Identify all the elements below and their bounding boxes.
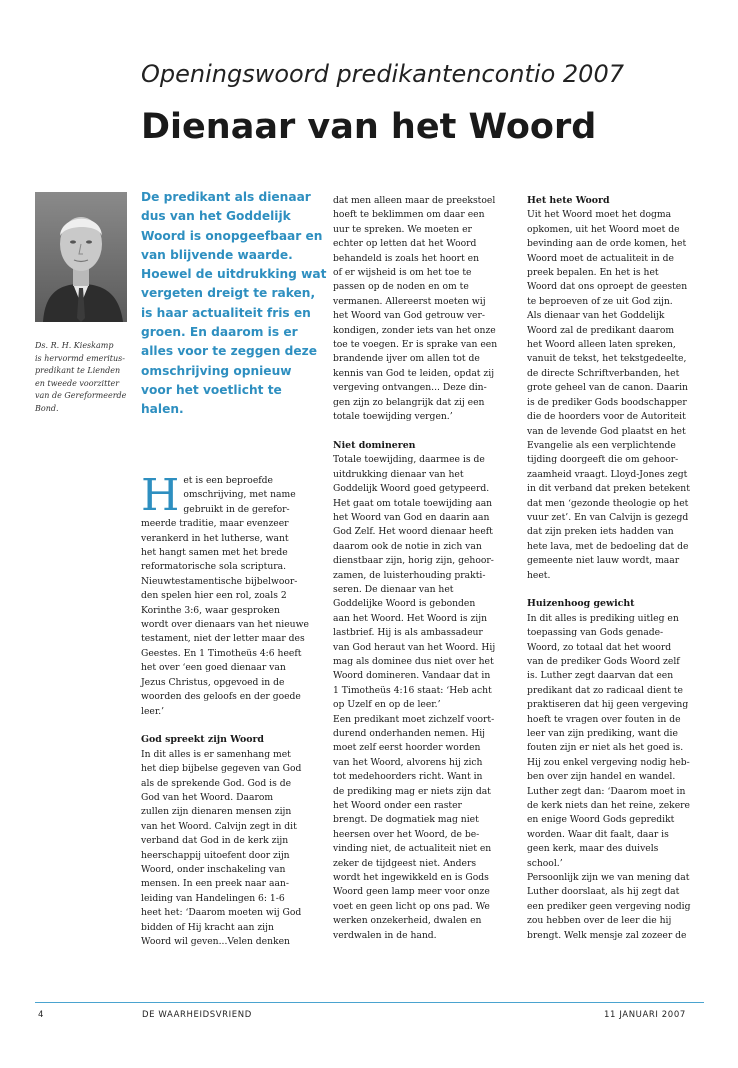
text-line: daarom ook de notie in zich van xyxy=(333,540,482,552)
text-line: Woord moet de actualiteit in de xyxy=(527,252,674,264)
text-line: omschrijving, met name xyxy=(183,489,296,501)
text-line: Goddelijke Woord is gebonden xyxy=(333,598,476,610)
footer-rule xyxy=(35,1002,704,1003)
text-line: is. Luther zegt daarvan dat een xyxy=(527,670,674,682)
text-line: Woord dat ons oproept de geesten xyxy=(527,281,688,293)
text-line: wordt het ingewikkeld en is Gods xyxy=(333,872,489,884)
text-line: hete lava, met de bedoeling dat de xyxy=(527,540,689,552)
text-line: Woord geen lamp meer voor onze xyxy=(333,886,490,898)
text-line: brandende ijver om allen tot de xyxy=(333,353,480,365)
text-line: zamen, de luisterhouding prakti- xyxy=(333,569,486,581)
text-line: predikant dat zo radicaal dient te xyxy=(527,684,683,696)
col2-body2 xyxy=(333,453,511,943)
text-line: brengt. Welk mensje zal zozeer de xyxy=(527,929,687,941)
text-line: mag als dominee dus niet over het xyxy=(333,655,494,667)
text-line: Een predikant moet zichzelf voort- xyxy=(333,713,495,725)
text-line: Woord, onder inschakeling van xyxy=(141,863,286,875)
text-line: woorden des geloofs en der goede xyxy=(141,691,301,703)
text-line: verankerd in het lutherse, want xyxy=(141,532,289,544)
text-line: wordt over dienaars van het nieuwe xyxy=(141,619,309,631)
text-line: passen op de noden en om te xyxy=(333,281,469,293)
text-line: Persoonlijk zijn we van mening dat xyxy=(527,872,690,884)
text-line: van de prediker Gods Woord zelf xyxy=(527,655,680,667)
text-line: gen zijn zo belangrijk dat zij een xyxy=(333,396,485,408)
text-line: leer van zijn prediking, want die xyxy=(527,728,678,740)
col1-body1 xyxy=(141,517,319,719)
page-number: 4 xyxy=(38,1010,45,1020)
text-line: van de levende God plaatst en het xyxy=(527,425,686,437)
text-line: tot medehoorders richt. Want in xyxy=(333,771,483,783)
caption-line: predikant te Lienden xyxy=(35,366,121,376)
text-line: uur te spreken. We moeten er xyxy=(333,223,472,235)
text-line: In dit alles is er samenhang met xyxy=(141,748,291,760)
text-line: gebruikt in de gerefor- xyxy=(183,503,290,515)
text-line: 1 Timotheüs 4:16 staat: ‘Heb acht xyxy=(333,684,492,696)
publication-name: DE WAARHEIDSVRIEND xyxy=(142,1010,252,1020)
intro-line: alles voor te zeggen deze xyxy=(141,344,317,359)
text-line: op Uzelf en op de leer.’ xyxy=(333,699,441,711)
text-line: fouten zijn er niet als het goed is. xyxy=(527,742,684,754)
text-line: grote geheel van de canon. Daarin xyxy=(527,382,688,394)
text-line: het diep bijbelse gegeven van God xyxy=(141,763,302,775)
text-line: toepassing van Gods genade- xyxy=(527,627,664,639)
drop-cap: H xyxy=(141,470,180,521)
portrait-image xyxy=(35,192,127,322)
caption-line: en tweede voorzitter xyxy=(35,378,120,388)
text-line: dienstbaar zijn, horig zijn, gehoor- xyxy=(333,555,494,567)
author-photo xyxy=(35,192,127,322)
text-line: totale toewijding vergen.’ xyxy=(333,411,453,423)
text-line: heersen over het Woord, de be- xyxy=(333,828,480,840)
col2-body1 xyxy=(333,194,511,425)
text-line: Geestes. En 1 Timotheüs 4:6 heeft xyxy=(141,647,302,659)
text-line: bidden of Hij kracht aan zijn xyxy=(141,921,274,933)
text-line: uitdrukking dienaar van het xyxy=(333,468,464,480)
text-line: God Zelf. Het woord dienaar heeft xyxy=(333,526,493,538)
text-line: de kerk niets dan het reine, zekere xyxy=(527,800,690,812)
text-line: behandeld is zoals het hoort en xyxy=(333,252,479,264)
col1-heading-god-spreekt: God spreekt zijn Woord xyxy=(141,734,264,746)
text-line: hoeft te beklimmen om daar een xyxy=(333,209,485,221)
intro-line: is haar actualiteit fris en xyxy=(141,305,311,320)
column-2 xyxy=(333,194,511,943)
text-line: moet zelf eerst hoorder worden xyxy=(333,742,481,754)
intro-line: Hoewel de uitdrukking wat xyxy=(141,267,327,282)
text-line: vanuit de tekst, het tekstgedeelte, xyxy=(527,353,687,365)
text-line: Evangelie als een verplichtende xyxy=(527,439,676,451)
text-line: et is een beproefde xyxy=(183,475,273,486)
intro-line: dus van het Goddelijk xyxy=(141,209,291,224)
text-line: echter op letten dat het Woord xyxy=(333,238,477,250)
text-line: lastbrief. Hij is als ambassadeur xyxy=(333,627,483,639)
text-line: reformatorische sola scriptura. xyxy=(141,561,287,573)
text-line: kondigen, zonder iets van het onze xyxy=(333,324,496,336)
col3-body1 xyxy=(527,208,705,583)
text-line: seren. De dienaar van het xyxy=(333,583,454,595)
text-line: Het gaat om totale toewijding aan xyxy=(333,497,493,509)
text-line: in dit verband dat preken betekent xyxy=(527,483,690,495)
text-line: Woord wil geven...Velen denken xyxy=(141,935,290,947)
text-line: tijding doorgeeft die om gehoor- xyxy=(527,454,679,466)
text-line: school.’ xyxy=(527,857,563,869)
text-line: In dit alles is prediking uitleg en xyxy=(527,612,679,624)
col3-heading-hete-woord: Het hete Woord xyxy=(527,195,610,206)
text-line: Als dienaar van het Goddelijk xyxy=(527,310,665,322)
caption-line: Ds. R. H. Kieskamp xyxy=(35,341,114,350)
text-line: vergeving ontvangen... Deze din- xyxy=(333,382,487,394)
photo-caption xyxy=(35,340,131,416)
text-line: Luther zegt dan: ‘Daarom moet in xyxy=(527,785,686,797)
text-line: heet. xyxy=(527,569,551,581)
kicker: Openingswoord predikantencontio 2007 xyxy=(141,60,624,88)
text-line: het Woord alleen laten spreken, xyxy=(527,339,676,351)
text-line: de directe Schriftverbanden, het xyxy=(527,367,680,379)
text-line: ben over zijn handel en wandel. xyxy=(527,771,676,783)
text-line: dat men alleen maar de preekstoel xyxy=(333,195,496,206)
text-line: leer.’ xyxy=(141,705,165,717)
intro-line: De predikant als dienaar xyxy=(141,190,311,204)
text-line: Nieuwtestamentische bijbelwoor- xyxy=(141,575,298,587)
text-line: opkomen, uit het Woord moet de xyxy=(527,223,680,235)
intro-line: omschrijving opnieuw xyxy=(141,363,292,378)
text-line: geen kerk, maar des duivels xyxy=(527,843,659,855)
intro-line: voor het voetlicht te xyxy=(141,382,282,397)
text-line: voet en geen licht op ons pad. We xyxy=(333,900,490,912)
intro-line: halen. xyxy=(141,402,184,417)
text-line: te beproeven of ze uit God zijn. xyxy=(527,295,673,307)
text-line: Hij zou enkel vergeving nodig heb- xyxy=(527,756,690,768)
article-title: Dienaar van het Woord xyxy=(141,107,597,147)
text-line: verband dat God in de kerk zijn xyxy=(141,835,289,847)
text-line: zeker de tijdgeest niet. Anders xyxy=(333,857,477,869)
text-line: heet het: ‘Daarom moeten wij God xyxy=(141,907,302,919)
intro-line: vergeten dreigt te raken, xyxy=(141,286,316,301)
text-line: Woord zal de predikant daarom xyxy=(527,324,675,336)
text-line: durend onderhanden nemen. Hij xyxy=(333,728,486,740)
text-line: heerschappij uitoefent door zijn xyxy=(141,849,290,861)
text-line: Woord domineren. Vandaar dat in xyxy=(333,670,491,682)
text-line: meerde traditie, maar evenzeer xyxy=(141,518,289,530)
text-line: het Woord van God getrouw ver- xyxy=(333,310,485,322)
text-line: werken onzekerheid, dwalen en xyxy=(333,915,482,927)
text-line: zou hebben over de leer die hij xyxy=(527,915,672,927)
text-line: dat zijn preken iets hadden van xyxy=(527,526,674,538)
text-line: toe te voegen. Er is sprake van een xyxy=(333,339,498,351)
text-line: is de prediker Gods boodschapper xyxy=(527,396,687,408)
col3-body2 xyxy=(527,612,705,943)
text-line: die de hoorders voor de Autoriteit xyxy=(527,411,686,423)
text-line: het Woord onder een raster xyxy=(333,800,462,812)
caption-line: Bond. xyxy=(35,403,59,413)
text-line: het hangt samen met het brede xyxy=(141,547,288,559)
intro-line: Woord is onopgeefbaar en xyxy=(141,228,323,243)
text-line: zaamheid vraagt. Lloyd-Jones zegt xyxy=(527,468,688,480)
text-line: God van het Woord. Daarom xyxy=(141,791,274,803)
text-line: hoeft te vragen over fouten in de xyxy=(527,713,681,725)
text-line: Korinthe 3:6, waar gesproken xyxy=(141,604,280,616)
text-line: vuur zet’. En van Calvijn is gezegd xyxy=(527,511,689,523)
text-line: leiding van Handelingen 6: 1-6 xyxy=(141,892,285,904)
text-line: aan het Woord. Het Woord is zijn xyxy=(333,612,488,624)
text-line: van het Woord, alvorens hij zich xyxy=(333,756,483,768)
caption-line: is hervormd emeritus- xyxy=(35,353,125,363)
text-line: Woord, zo totaal dat het woord xyxy=(527,641,672,653)
text-line: zullen zijn dienaren mensen zijn xyxy=(141,806,292,818)
intro-line: van blijvende waarde. xyxy=(141,247,293,262)
text-line: het Woord van God en daarin aan xyxy=(333,511,490,523)
text-line: van het Woord. Calvijn zegt in dit xyxy=(141,820,297,832)
col3-heading-huizenhoog: Huizenhoog gewicht xyxy=(527,598,635,610)
intro-paragraph xyxy=(141,188,327,420)
text-line: Uit het Woord moet het dogma xyxy=(527,209,672,221)
text-line: een prediker geen vergeving nodig xyxy=(527,900,691,912)
text-line: van God heraut van het Woord. Hij xyxy=(333,641,496,653)
text-line: Goddelijk Woord goed getypeerd. xyxy=(333,483,490,495)
column-1 xyxy=(141,470,319,949)
col1-body2 xyxy=(141,748,319,950)
text-line: verdwalen in de hand. xyxy=(333,929,437,941)
text-line: bevinding aan de orde komen, het xyxy=(527,238,687,250)
text-line: Jezus Christus, opgevoed in de xyxy=(141,676,285,688)
text-line: als de sprekende God. God is de xyxy=(141,777,292,789)
text-line: preek bepalen. En het is het xyxy=(527,267,659,279)
column-3 xyxy=(527,194,705,943)
text-line: praktiseren dat hij geen vergeving xyxy=(527,699,689,711)
text-line: Luther doorslaat, als hij zegt dat xyxy=(527,886,680,898)
text-line: of er wijsheid is om het toe te xyxy=(333,267,472,279)
text-line: kennis van God te leiden, opdat zij xyxy=(333,367,495,379)
text-line: vermanen. Allereerst moeten wij xyxy=(333,295,486,307)
text-line: vinding niet, de actualiteit niet en xyxy=(333,843,492,855)
text-line: Totale toewijding, daarmee is de xyxy=(333,454,485,466)
text-line: de prediking mag er niets zijn dat xyxy=(333,785,491,797)
col2-heading-niet-domineren: Niet domineren xyxy=(333,439,416,451)
text-line: testament, niet der letter maar des xyxy=(141,633,305,645)
text-line: brengt. De dogmatiek mag niet xyxy=(333,814,479,826)
text-line: het over ‘een goed dienaar van xyxy=(141,662,286,674)
text-line: dat men ‘gezonde theologie op het xyxy=(527,497,689,509)
text-line: en enige Woord Gods gepredikt xyxy=(527,814,675,826)
text-line: gemeente niet lauw wordt, maar xyxy=(527,555,680,567)
intro-line: groen. En daarom is er xyxy=(141,325,298,340)
caption-line: van de Gereformeerde xyxy=(35,391,127,401)
text-line: mensen. In een preek naar aan- xyxy=(141,878,289,890)
text-line: den spelen hier een rol, zoals 2 xyxy=(141,590,287,602)
issue-date: 11 JANUARI 2007 xyxy=(604,1010,686,1020)
text-line: worden. Waar dit faalt, daar is xyxy=(527,828,669,840)
